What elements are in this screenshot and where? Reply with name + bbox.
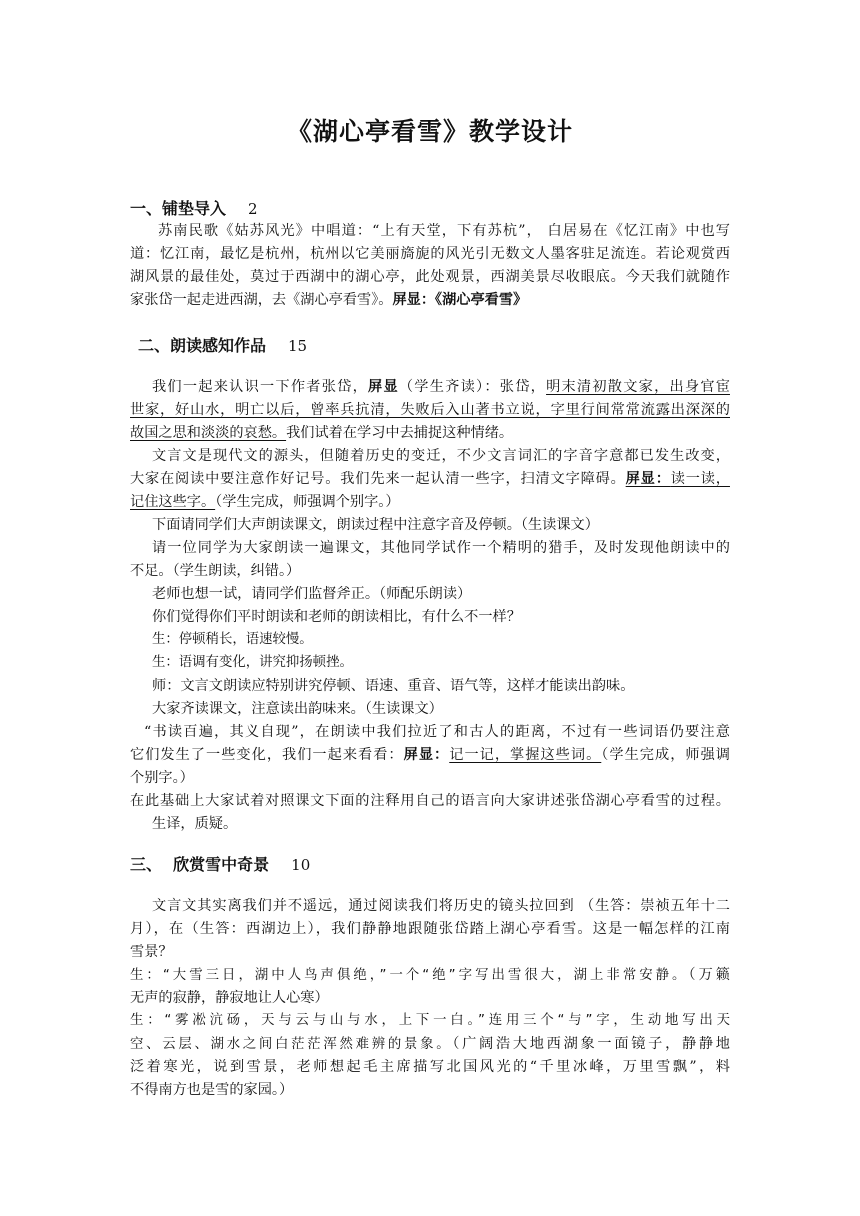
paragraph-line [130, 376, 730, 398]
paragraph-line: 文言文其实离我们并不遥远，通过阅读我们将历史的镜头拉回到 （生答：崇祯五年十二 [152, 898, 730, 914]
text-run: （学生完成，师强调个别字。） [215, 494, 400, 510]
paragraph-line: 泛着寒光，说到雪景，老师想起毛主席描写北国风光的“千里冰峰，万里雪飘”，料 [130, 1059, 730, 1075]
paragraph-line: 湖风景的最佳处，莫过于西湖中的湖心亭，此处观景，西湖美景尽收眼底。今天我们就随作 [130, 269, 730, 285]
student-answer: 生：语调有变化，讲究抑扬顿挫。 [152, 655, 353, 670]
student-answer: 空、云层、湖水之间白茫茫浑然难辨的景象。 [130, 1037, 453, 1052]
text-run: 家张岱一起走进西湖，去《湖心亭看雪》。 [130, 292, 393, 308]
screen-display-label: 屏显 [368, 379, 399, 395]
section-heading-text: 一、铺垫导入 [130, 199, 227, 218]
document-title: 《湖心亭看雪》教学设计 [286, 117, 573, 146]
paragraph-line: 无声的寂静，静寂地让人心寒） [130, 990, 329, 1006]
paragraph-line: 文言文是现代文的源头，但随着历史的变迁，不少文言词汇的字音字意都已发生改变， [152, 448, 730, 464]
student-answer: 生：“大雪三日，湖中人鸟声俱绝，”一个“绝”字写出雪很大，湖上非常安静。 [130, 968, 689, 983]
section-heading-3 [130, 852, 310, 875]
section-heading-2 [138, 333, 307, 356]
paragraph-line: 苏南民歌《姑苏风光》中唱道：“上有天堂，下有苏杭”， 白居易在《忆江南》中也写 [158, 223, 730, 239]
paragraph-line: 道：忆江南，最忆是杭州，杭州以它美丽旖旎的风光引无数文人墨客驻足流连。若论观赏西 [130, 246, 730, 262]
text-run: 它们发生了一些变化，我们一起来看看： [130, 747, 404, 763]
paragraph-line: 请一位同学为大家朗读一遍课文，其他同学试作一个精明的猎手，及时发现他朗读中的 [152, 540, 730, 556]
text-run: （广阔浩大地西湖象一面镜子，静静地 [452, 1036, 730, 1052]
paragraph-line [130, 1033, 730, 1056]
underlined-text: 读一读， [670, 471, 730, 487]
text-run: （学生齐读）：张岱， [398, 379, 547, 395]
paragraph-line [130, 468, 730, 490]
paragraph-line: 不得南方也是雪的家园。） [130, 1082, 294, 1098]
section-heading-text: 二、朗读感知作品 [138, 336, 267, 355]
paragraph-line: 月），在（生答：西湖边上），我们静静地跟随张岱踏上湖心亭看雪。这是一幅怎样的江南 [130, 921, 730, 937]
paragraph-line: 下面请同学们大声朗读课文，朗读过程中注意字音及停顿。（生读课文） [152, 517, 599, 533]
underlined-text: 记一记，掌握这些词。 [449, 747, 602, 763]
text-run: 我们试着在学习中去捕捉这种情绪。 [286, 425, 514, 441]
paragraph-line: 生译，质疑。 [152, 816, 238, 832]
underlined-line: 世家，好山水，明亡以后，曾率兵抗清，失败后入山著书立说，字里行间常常流露出深深的 [130, 402, 730, 418]
paragraph-line [130, 422, 730, 444]
section-heading-1 [130, 196, 258, 219]
text-run: 大家在阅读中要注意作好记号。我们先来一起认清一些字，扫清文字障碍。 [130, 471, 626, 487]
screen-display-label: 屏显： [625, 471, 671, 487]
section-minutes: 2 [248, 200, 258, 218]
underlined-text: 明末清初散文家，出身官宦 [546, 379, 730, 395]
paragraph-line: 老师也想一试，请同学们监督斧正。（师配乐朗读） [152, 586, 472, 602]
text-run: （万籁 [688, 967, 730, 983]
student-answer: 生：“雾凇沆砀，天与云与山与水，上下一白。”连用三个“与”字，生动地写出天 [130, 1013, 730, 1028]
section-heading-text: 三、 欣赏雪中奇景 [130, 855, 270, 874]
paragraph-line: 在此基础上大家试着对照课文下面的注释用自己的语言向大家讲述张岱湖心亭看雪的过程。 [130, 793, 730, 809]
paragraph-line: 不足。（学生朗读，纠错。） [130, 563, 301, 579]
student-answer: 生：停顿稍长，语速较慢。 [152, 632, 313, 647]
paragraph-line: “书读百遍，其义自现”，在朗读中我们拉近了和古人的距离，不过有一些词语仍要注意 [144, 724, 730, 740]
underlined-text: 故国之思和淡淡的哀愁。 [130, 425, 287, 441]
paragraph-line [130, 744, 730, 766]
text-run: （学生完成，师强调 [601, 747, 730, 763]
paragraph-line [130, 964, 730, 987]
paragraph-line: 个别字。） [130, 770, 194, 786]
section-minutes: 15 [288, 337, 308, 355]
text-run: 我们一起来认识一下作者张岱， [152, 379, 369, 395]
underlined-text: 记住这些字。 [130, 494, 216, 510]
paragraph-line [130, 491, 730, 513]
paragraph-line: 大家齐读课文，注意读出韵味来。（生读课文） [152, 701, 443, 717]
paragraph-line [130, 289, 730, 311]
section-minutes: 10 [291, 856, 311, 874]
screen-display-label: 屏显： [403, 747, 450, 763]
paragraph-line: 师：文言文朗读应特别讲究停顿、语速、重音、语气等，这样才能读出韵味。 [152, 678, 635, 694]
paragraph-line: 你们觉得你们平时朗读和老师的朗读相比，有什么不一样？ [152, 609, 521, 625]
paragraph-line: 雪景？ [130, 944, 173, 960]
screen-display-label: 屏显：《湖心亭看雪》 [392, 292, 528, 308]
